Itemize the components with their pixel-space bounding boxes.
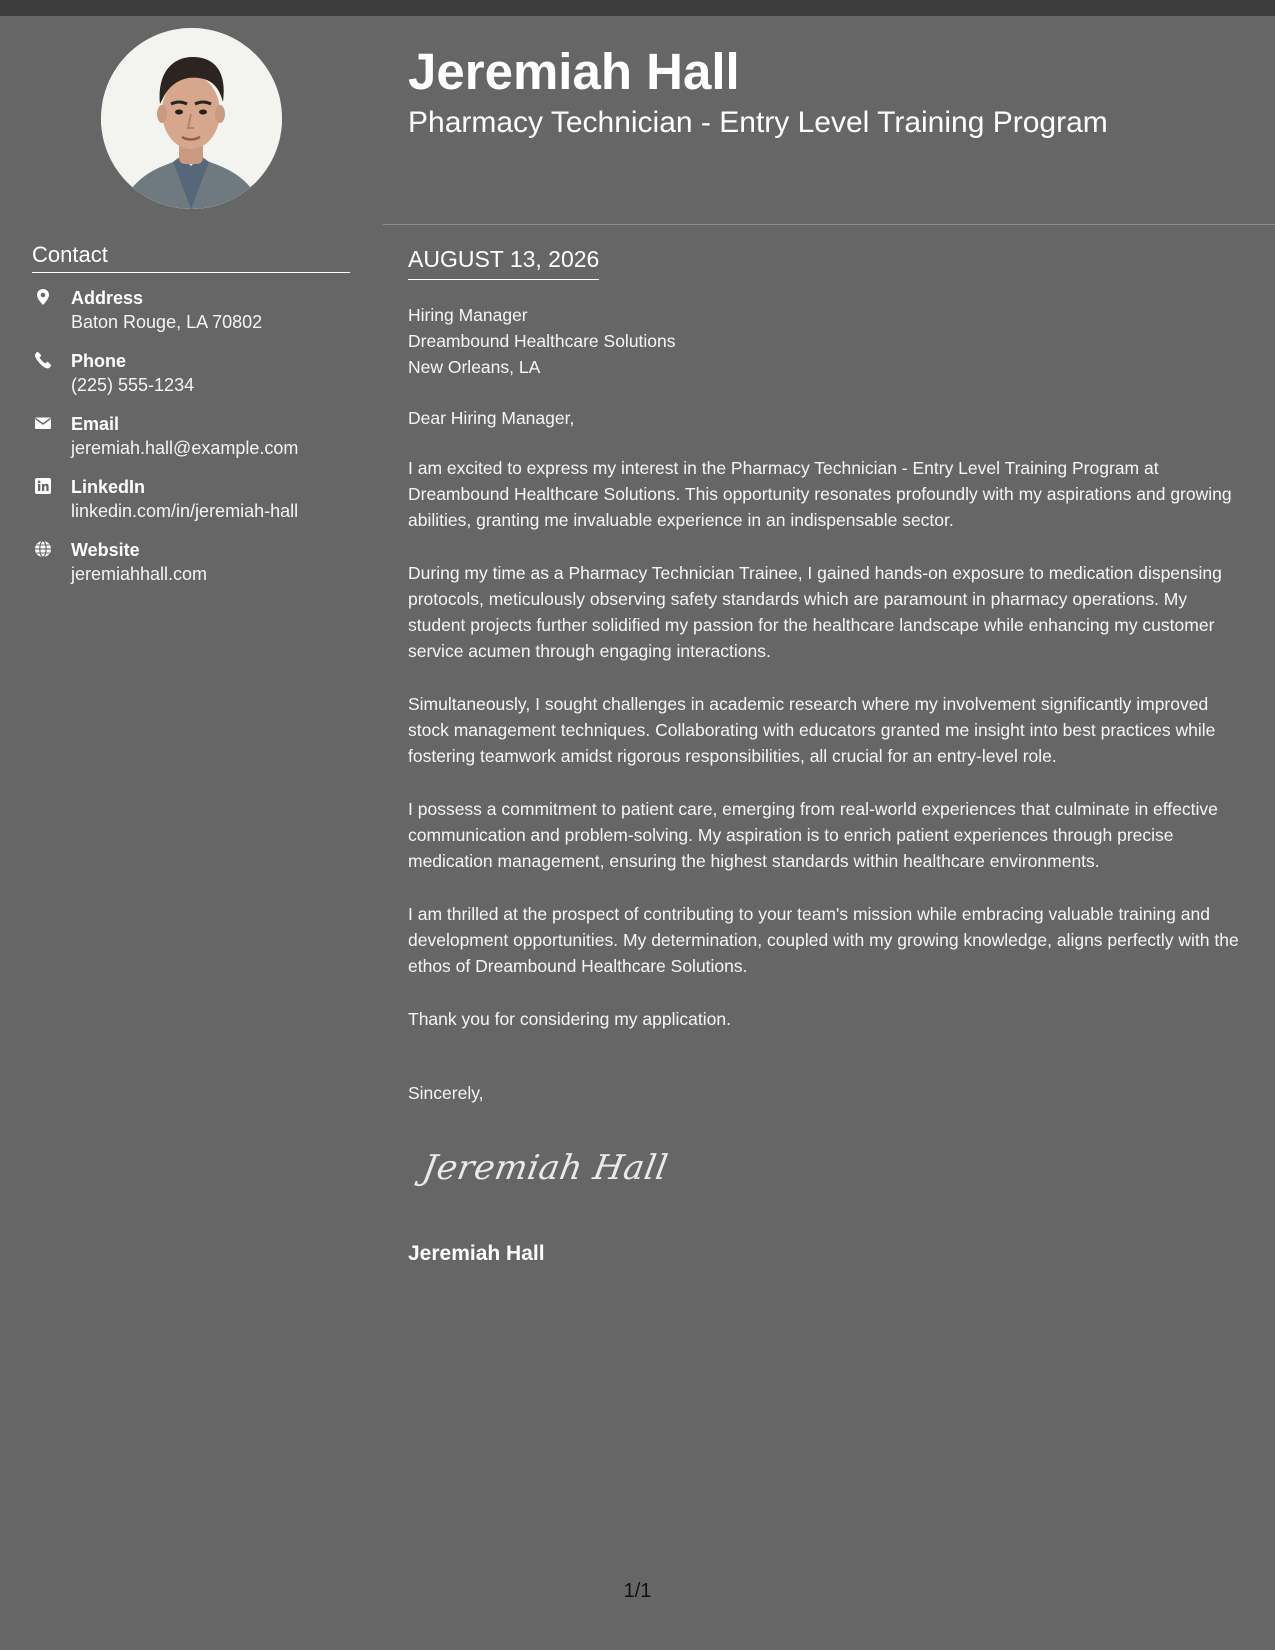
letter-main	[383, 16, 1275, 1650]
contact-heading: Contact	[32, 242, 350, 273]
envelope-icon	[34, 414, 52, 432]
avatar	[101, 28, 282, 209]
phone-value: (225) 555-1234	[71, 375, 195, 395]
sidebar	[0, 16, 383, 1650]
contact-item-phone	[32, 349, 362, 412]
body-paragraph: Simultaneously, I sought challenges in academic research where my involvement significantly improved stock management techniques. Collaborating with educators granted me insight into best practices while fostering teamwork amidst rigorous responsibilities, all crucial for an entry-level role.	[408, 694, 1216, 766]
body-paragraph: Thank you for considering my application.	[408, 1009, 731, 1029]
contact-item-website	[32, 538, 362, 601]
linkedin-value: linkedin.com/in/jeremiah-hall	[71, 501, 299, 521]
website-value: jeremiahhall.com	[71, 564, 208, 584]
recipient-block	[408, 302, 1248, 380]
address-value: Baton Rouge, LA 70802	[71, 312, 263, 332]
cover-letter-page	[0, 16, 1275, 1650]
contact-label: LinkedIn	[71, 477, 146, 497]
contact-label: Address	[71, 288, 144, 308]
body-paragraph: I am thrilled at the prospect of contributing to your team's mission while embracing valuable training and development opportunities. My determination, coupled with my growing knowledge, aligns perfectly with the ethos of Dreambound Healthcare Solutions.	[408, 904, 1239, 976]
body-paragraph: I am excited to express my interest in the Pharmacy Technician - Entry Level Training Program at Dreambound Healthcare Solutions. This opportunity resonates profoundly with my aspirations and growing abilities, granting me invaluable experience in an indispensable sector.	[408, 458, 1232, 530]
contact-list	[32, 286, 362, 601]
signature	[419, 1148, 683, 1208]
applicant-name: Jeremiah Hall	[408, 43, 740, 100]
letter-body	[408, 302, 1248, 1133]
body-paragraph: I possess a commitment to patient care, emerging from real-world experiences that culminate in effective communication and problem-solving. My aspiration is to enrich patient experiences through precise medication management, ensuring the highest standards within healthcare environments.	[408, 799, 1218, 871]
map-pin-icon	[34, 288, 52, 306]
page-number: 1/1	[623, 1580, 652, 1602]
header-divider	[383, 224, 1275, 225]
contact-label: Email	[71, 414, 120, 434]
recipient-title: Hiring Manager	[408, 305, 528, 325]
phone-icon	[34, 351, 52, 369]
globe-icon	[34, 540, 52, 558]
closing: Sincerely,	[408, 1083, 484, 1103]
signed-name: Jeremiah Hall	[408, 1242, 545, 1265]
contact-label: Website	[71, 540, 140, 560]
profile-photo	[101, 28, 282, 209]
contact-item-email	[32, 412, 362, 475]
email-value: jeremiah.hall@example.com	[71, 438, 299, 458]
top-bar	[0, 0, 1275, 16]
recipient-company: Dreambound Healthcare Solutions	[408, 331, 676, 351]
recipient-location: New Orleans, LA	[408, 357, 541, 377]
letter-date: AUGUST 13, 2026	[408, 244, 599, 280]
linkedin-icon	[34, 477, 52, 495]
contact-item-linkedin	[32, 475, 362, 538]
contact-label: Phone	[71, 351, 127, 371]
contact-item-address	[32, 286, 362, 349]
signature-text: Jeremiah Hall	[419, 1148, 671, 1188]
body-paragraph: During my time as a Pharmacy Technician Trainee, I gained hands-on exposure to medication dispensing protocols, meticulously observing safety standards which are paramount in pharmacy operations. My student projects further solidified my passion for the healthcare landscape while enhancing my customer service acumen through engaging interactions.	[408, 563, 1222, 661]
applicant-role: Pharmacy Technician - Entry Level Training Program	[408, 106, 1108, 139]
salutation: Dear Hiring Manager,	[408, 408, 575, 428]
